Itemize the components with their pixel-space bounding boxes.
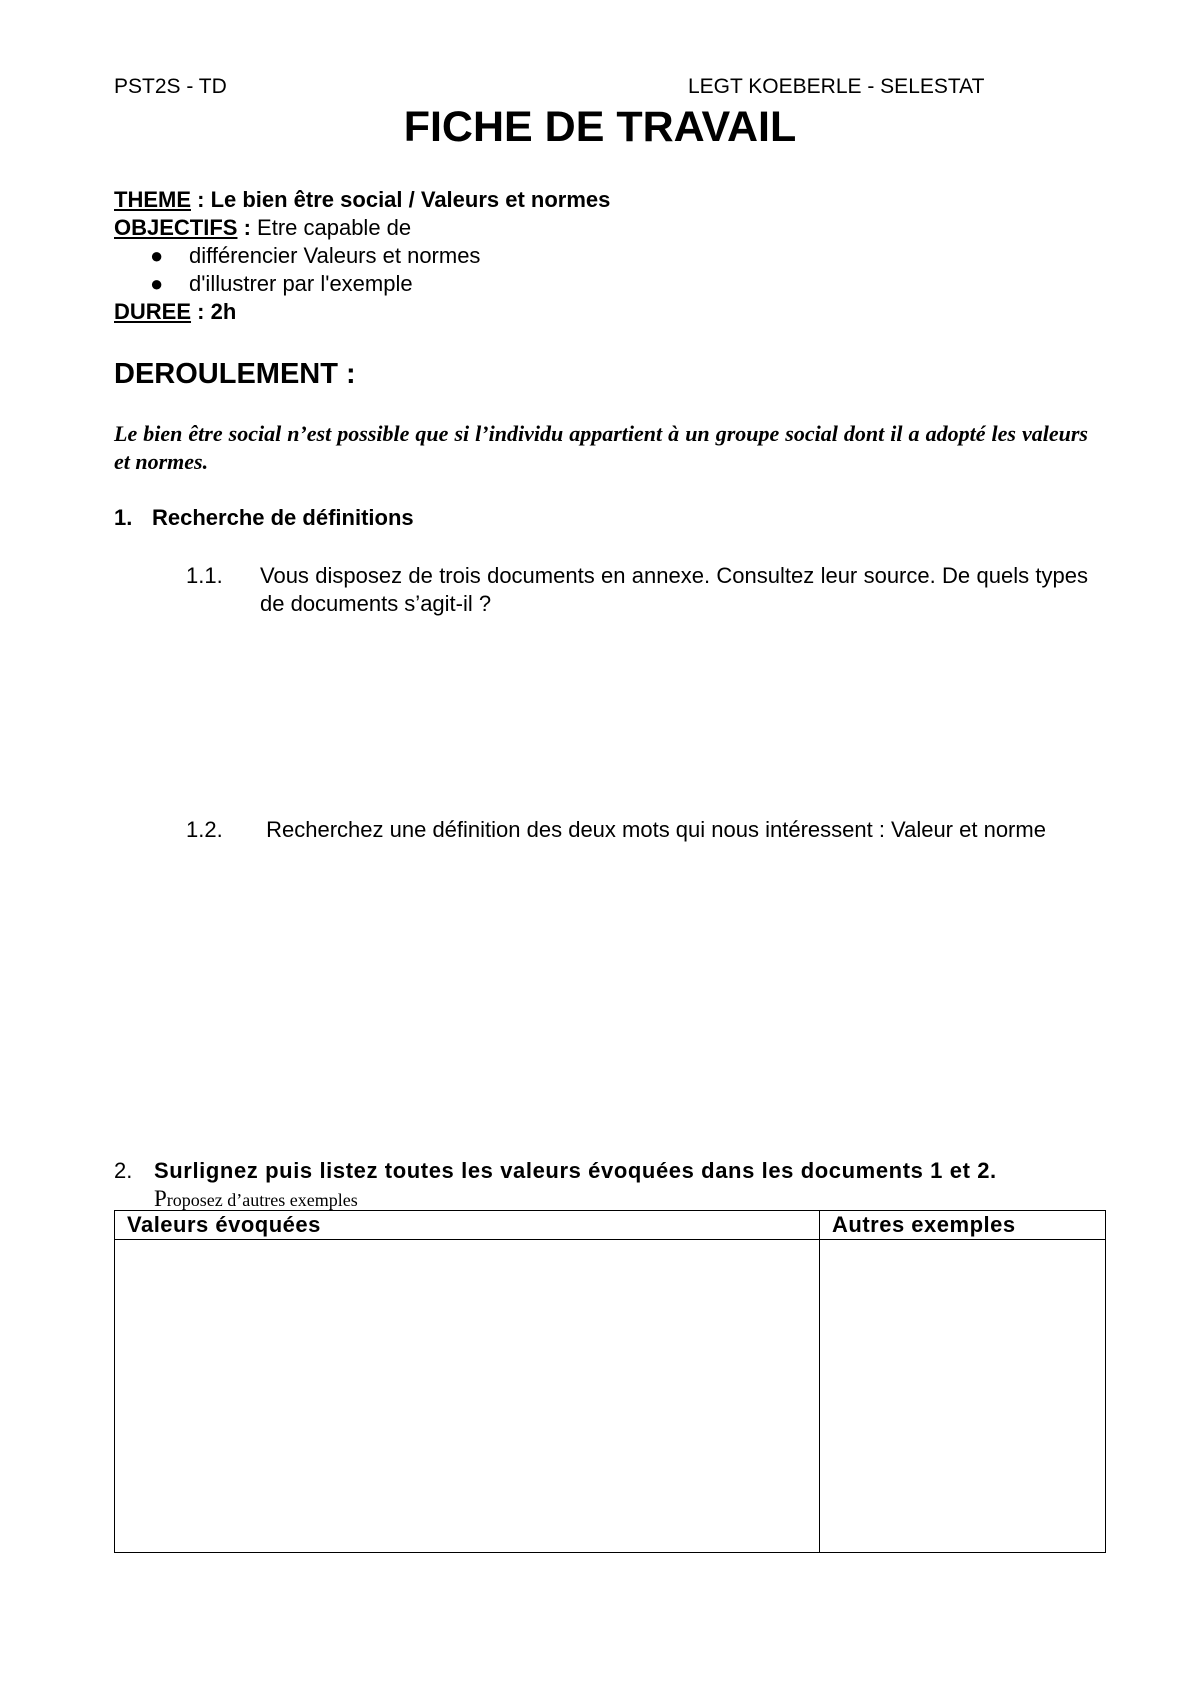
question-number: 1.1. <box>186 563 223 588</box>
objectif-item-text: d'illustrer par l'exemple <box>189 271 413 296</box>
duree-label: DUREE <box>114 299 192 324</box>
column-header-values: Valeurs évoquées <box>115 1211 820 1240</box>
question-number: 1.2. <box>186 817 223 842</box>
table-header-row <box>115 1211 1106 1240</box>
question-1-1 <box>186 562 1088 616</box>
page-title: FICHE DE TRAVAIL <box>403 103 797 151</box>
bullet-icon: ● <box>150 243 164 268</box>
part2-subtext-initial: P <box>154 1186 167 1211</box>
values-table <box>114 1210 1106 1553</box>
bullet-icon: ● <box>150 271 164 296</box>
objectif-item <box>150 242 480 270</box>
theme-value: Le bien être social / Valeurs et normes <box>210 187 611 212</box>
objectif-item-text: différencier Valeurs et normes <box>189 243 481 268</box>
section-title: DEROULEMENT : <box>114 358 356 390</box>
theme-line <box>114 186 610 214</box>
duree-line <box>114 298 236 326</box>
header-left: PST2S - TD <box>114 75 227 98</box>
part2-subtext-rest: roposez d’autres exemples <box>166 1190 358 1210</box>
part1-number: 1. <box>114 505 133 530</box>
question-1-2 <box>186 816 1046 844</box>
objectif-item <box>150 270 413 298</box>
part2-number: 2. <box>114 1158 133 1183</box>
column-header-examples: Autres exemples <box>820 1211 1106 1240</box>
objectifs-sep: : <box>237 215 258 240</box>
theme-sep: : <box>191 187 211 212</box>
part1-title: Recherche de définitions <box>152 505 414 530</box>
table-row <box>115 1240 1106 1553</box>
question-text: Recherchez une définition des deux mots qui nous intéressent : Valeur et norme <box>260 817 1046 842</box>
values-cell[interactable] <box>115 1240 820 1553</box>
duree-value: 2h <box>210 299 237 324</box>
part1-heading <box>114 505 414 531</box>
theme-label: THEME <box>114 187 191 212</box>
duree-sep: : <box>191 299 211 324</box>
question-text: Vous disposez de trois documents en annexe. Consultez leur source. De quels types de documents s’agit-il ? <box>260 563 1088 616</box>
objectifs-label: OBJECTIFS <box>114 215 238 240</box>
part2-text: Surlignez puis listez toutes les valeurs évoquées dans les documents 1 et 2. <box>154 1158 997 1183</box>
header-right: LEGT KOEBERLE - SELESTAT <box>688 75 985 98</box>
objectifs-value: Etre capable de <box>257 215 412 240</box>
objectifs-line <box>114 214 411 242</box>
intro-quote: Le bien être social n’est possible que si l’individu appartient à un groupe social dont il a adopté les valeurs et normes. <box>114 421 1088 474</box>
examples-cell[interactable] <box>820 1240 1106 1553</box>
